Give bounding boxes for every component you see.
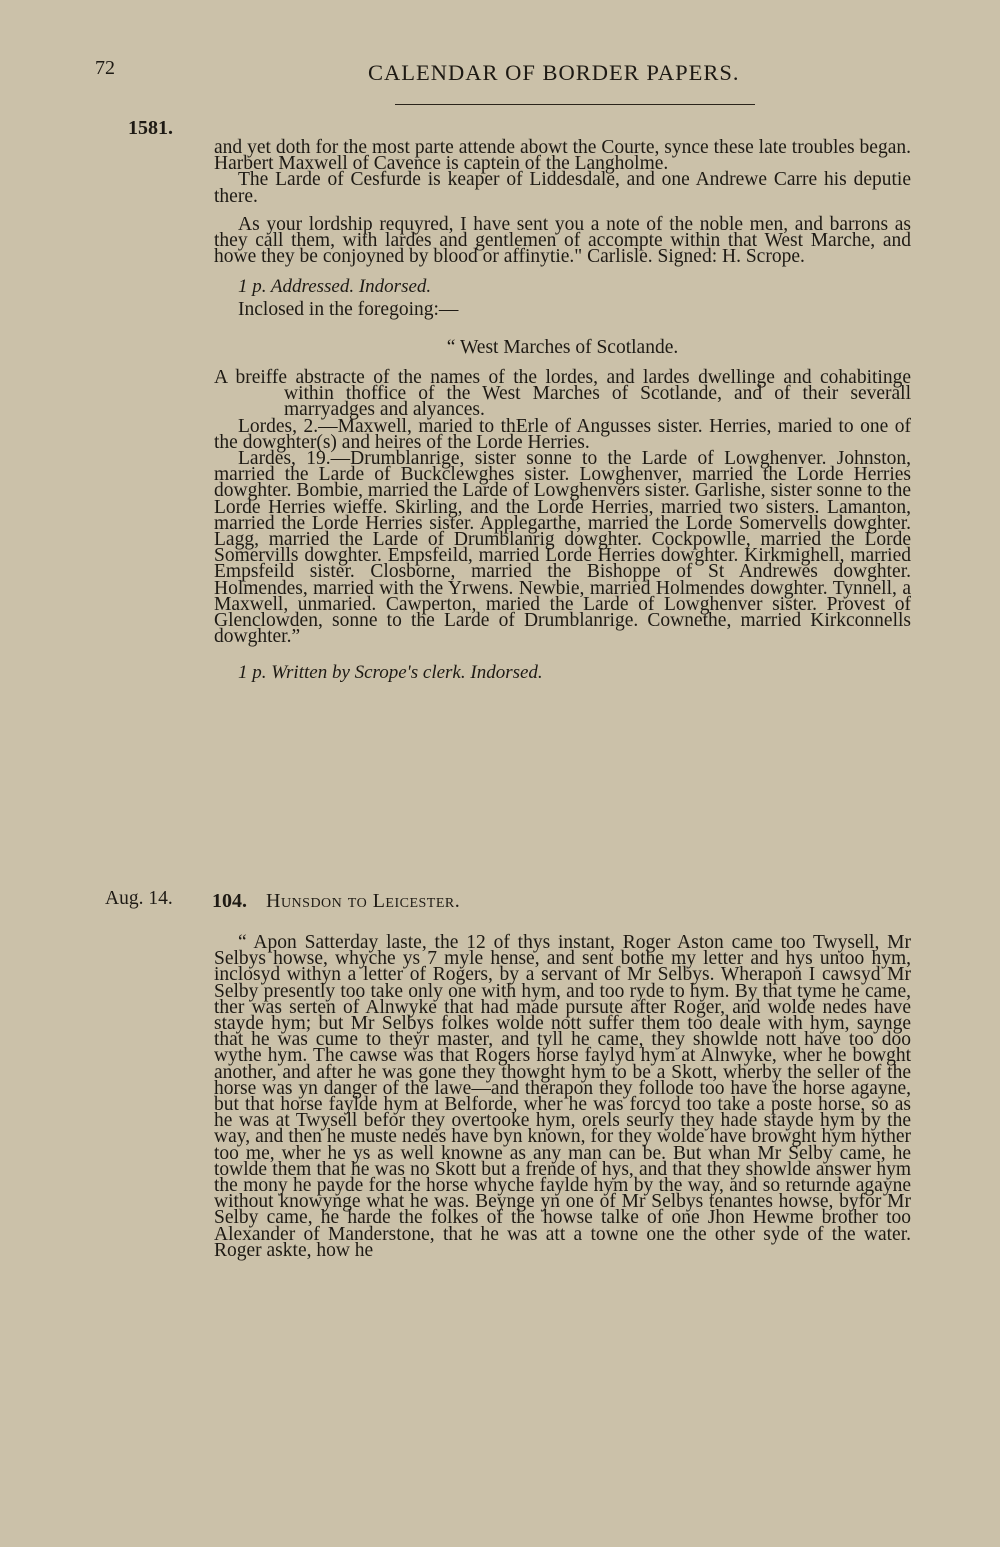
entry-number: 104. bbox=[212, 890, 247, 912]
abstract-heading: A breiffe abstracte of the names of the lordes, and lardes dwellinge and cohabitinge within thoffice of the West Marches of Scotlande, and of their severall marryadges and alyances. bbox=[214, 367, 911, 421]
margin-date: Aug. 14. bbox=[105, 888, 173, 909]
descriptive-note: 1 p. Addressed. Indorsed. bbox=[238, 276, 432, 298]
paragraph-lardes: Lardes, 19.—Drumblanrige, sister sonne to the Larde of Lowghenver. Johnston, married the Larde of Buckclewghes sister. Lowghenver, married the Lorde Herries dowghter. Bombie, married the Larde of Lowghenvers sister. Garlishe, sister sonne to the Lorde Herries wieffe. Skirling, and the Lorde Herries, married two sisters. Lamanton, married the Lorde Herries sister. Applegarthe, married the Lorde Somervells dowghter. Lagg, married the Larde of Drumblanrig dowghter. Cockpowlle, married the Lorde Somervills dowghter. Empsfeild, married Lorde Herries dowghter. Kirkmighell, married Empsfeild sister. Closborne, married the Bishoppe of St Andrewes dowghter. Holmendes, married with the Yrwens. Newbie, married Holmendes dowghter. Tynnell, a Maxwell, unmaried. Cawperton, maried the Larde of Lowghenver sister. Provest of Glenclowden, sonne to the Larde of Drumblanrige. Cownethe, married Kirkconnells dowghter.” bbox=[214, 448, 911, 648]
paragraph: and yet doth for the most parte attende abowt the Courte, synce these late troubles began. Harbert Maxwell of Cavence is captein of the Langholme. bbox=[214, 137, 911, 175]
entry-body bbox=[214, 932, 911, 1261]
margin-year: 1581. bbox=[128, 117, 173, 139]
inclosure-title: “ West Marches of Scotlande. bbox=[446, 336, 679, 358]
letter-text: “ Apon Satterday laste, the 12 of thys instant, Roger Aston came too Twysell, Mr Selbys howse, whyche ys 7 myle hense, and sent bothe my letter and hys untoo hym, inclosyd withyn a letter of Rogers, by a servant of Mr Selbys. Wherapon I cawsyd Mr Selby presently too take only one with hym, and too ryde to hym. By that tyme he came, ther was serten of Alnwyke that had made pursute after Roger, and wolde nedes have stayde hym; but Mr Selbys folkes wolde nott suffer them too deale with hym, saynge that he was cume to theyr master, and tyll he came, they showlde nott have too doo wythe hym. The cawse was that Rogers horse faylyd hym at Alnwyke, wher he bowght another, and after he was gone they thowght hym to be a Skott, wherby the seller of the horse was yn danger of the lawe—and therapon they follode too have the horse agayne, but that horse faylde hym at Belforde, wher he was forcyd too take a poste horse, so as he was at Twysell befor they overtooke hym, orels seurly they hade stayde hym by the way, and then he muste nedes have byn known, for they wolde have browght hym hyther too me, wher he ys as well knowne as any man can be. But whan Mr Selby came, he towlde them that he was no Skott but a frende of hys, and that they showlde answer hym the mony he payde for the horse whyche faylde hym by the way, and so returnde agayne without knowynge what he was. Beynge yn one of Mr Selbys tenantes howse, byfor Mr Selby came, he harde the folkes of the howse talke of one Jhon Hewme brother too Alexander of Manderstone, that he was att a towne one the other syde of the water. Roger askte, how he bbox=[214, 932, 911, 1261]
entry-heading bbox=[212, 890, 460, 913]
running-title: CALENDAR OF BORDER PAPERS. bbox=[368, 60, 740, 85]
section-continuation bbox=[214, 137, 911, 684]
descriptive-note: 1 p. Written by Scrope's clerk. Indorsed. bbox=[238, 662, 543, 684]
paragraph-lordes: Lordes, 2.—Maxwell, maried to thErle of Angusses sister. Herries, maried to one of the dowghter(s) and heires of the Lorde Herries. bbox=[214, 415, 911, 453]
paragraph: As your lordship requyred, I have sent you a note of the noble men, and barrons as they call them, with lardes and gentlemen of accompte within that West Marche, and howe they be conjoyned by blood or affinytie." Carlisle. Signed: H. Scrope. bbox=[214, 213, 911, 268]
paragraph: The Larde of Cesfurde is keaper of Liddesdale, and one Andrewe Carre his deputie there. bbox=[214, 169, 911, 207]
header-rule bbox=[395, 104, 755, 105]
inclosure-line: Inclosed in the foregoing:— bbox=[238, 298, 459, 320]
page-number: 72 bbox=[95, 57, 115, 79]
entry-title: Hunsdon to Leicester. bbox=[266, 890, 461, 912]
